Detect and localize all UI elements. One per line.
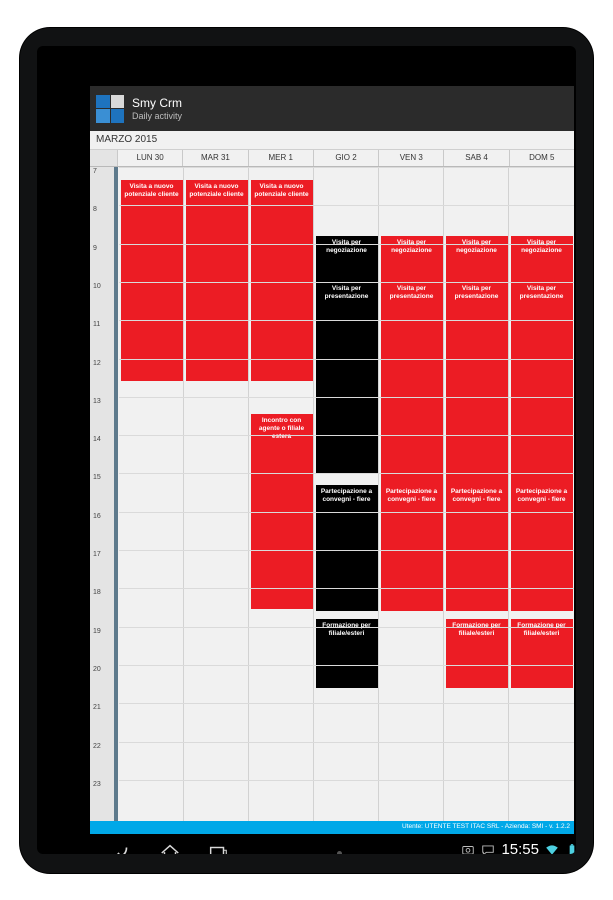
calendar-event[interactable]: Partecipazione a convegni - fiere xyxy=(511,485,573,611)
calendar-event[interactable]: Partecipazione a convegni - fiere xyxy=(381,485,443,611)
calendar-grid[interactable] xyxy=(90,167,574,821)
tablet-screen-bezel xyxy=(37,46,576,854)
day-header-0[interactable]: LUN 30 xyxy=(118,150,183,166)
calendar-event[interactable]: Partecipazione a convegni - fiere xyxy=(446,485,508,611)
hour-gridline xyxy=(119,205,574,206)
hour-gridline xyxy=(119,167,574,168)
recents-icon[interactable] xyxy=(207,842,229,854)
hour-gridline xyxy=(119,550,574,551)
calendar-event[interactable]: Incontro con agente o filiale estera xyxy=(251,414,313,609)
hour-label-11: 11 xyxy=(93,321,101,329)
status-footer xyxy=(90,821,574,834)
hour-label-8: 8 xyxy=(93,206,97,214)
calendar-event[interactable]: Visita per negoziazione xyxy=(511,236,573,282)
hour-gridline xyxy=(119,703,574,704)
hour-gridline xyxy=(119,473,574,474)
hour-label-19: 19 xyxy=(93,627,101,635)
day-header-6[interactable]: DOM 5 xyxy=(529,153,555,162)
day-header-row xyxy=(90,150,574,167)
hour-label-15: 15 xyxy=(93,474,101,482)
calendar-event[interactable]: Visita per negoziazione xyxy=(381,236,443,282)
home-icon[interactable] xyxy=(159,842,181,854)
calendar-event[interactable]: Visita per presentazione xyxy=(511,282,573,611)
app-grid-icon xyxy=(96,95,124,123)
calendar-event[interactable]: Partecipazione a convegni - fiere xyxy=(316,485,378,611)
battery-icon[interactable] xyxy=(565,843,576,855)
calendar-event[interactable]: Formazione per filiale/esteri xyxy=(511,619,573,688)
wifi-icon[interactable] xyxy=(545,843,559,855)
calendar-event[interactable]: Visita a nuovo potenziale cliente xyxy=(186,180,248,381)
hour-gridline xyxy=(119,397,574,398)
calendar-event[interactable]: Visita per presentazione xyxy=(446,282,508,611)
hour-gridline xyxy=(119,627,574,628)
calendar-event[interactable]: Visita per presentazione xyxy=(381,282,443,611)
app-subtitle: Daily activity xyxy=(132,110,183,121)
back-icon[interactable] xyxy=(110,842,132,854)
calendar-event[interactable]: Formazione per filiale/esteri xyxy=(446,619,508,688)
hour-label-20: 20 xyxy=(93,665,101,673)
hour-gridline xyxy=(119,742,574,743)
hour-gridline xyxy=(119,435,574,436)
status-icons xyxy=(461,842,576,854)
hour-label-23: 23 xyxy=(93,780,101,788)
hour-label-21: 21 xyxy=(93,704,101,712)
hour-gridline xyxy=(119,665,574,666)
hour-gutter-header xyxy=(90,150,118,166)
hour-label-9: 9 xyxy=(93,244,97,252)
month-label: MARZO 2015 xyxy=(96,134,158,145)
month-label-bar[interactable] xyxy=(90,131,574,150)
hour-gridline xyxy=(119,588,574,589)
clock-label: 15:55 xyxy=(501,841,539,854)
nav-dot-indicator xyxy=(337,851,342,854)
app-title-bar xyxy=(90,86,574,131)
hour-gridline xyxy=(119,244,574,245)
hour-label-17: 17 xyxy=(93,551,101,558)
app-title: Smy Crm xyxy=(132,95,182,110)
tablet-device xyxy=(20,28,593,873)
vertical-scroll-indicator[interactable] xyxy=(114,167,118,821)
hour-gridline xyxy=(119,320,574,321)
hour-label-18: 18 xyxy=(93,589,101,597)
calendar-event[interactable]: Visita a nuovo potenziale cliente xyxy=(251,180,313,381)
status-footer-text: Utente: UTENTE TEST ITAC SRL - Azienda: SMI - v. 1.2.2 xyxy=(402,823,570,830)
hour-label-16: 16 xyxy=(93,512,101,520)
screenshot-icon[interactable] xyxy=(461,843,475,855)
day-header-4[interactable]: VEN 3 xyxy=(379,150,444,166)
calendar-event[interactable]: Visita per negoziazione xyxy=(446,236,508,282)
hour-label-13: 13 xyxy=(93,397,101,405)
hour-label-7: 7 xyxy=(93,168,97,175)
hour-gridline xyxy=(119,512,574,513)
day-columns xyxy=(119,167,574,821)
calendar-event[interactable]: Formazione per filiale/esteri xyxy=(316,619,378,688)
hour-label-10: 10 xyxy=(93,282,101,290)
calendar-event[interactable]: Visita per presentazione xyxy=(316,282,378,474)
hour-gridline xyxy=(119,780,574,781)
hour-label-22: 22 xyxy=(93,742,101,750)
day-header-2[interactable]: MER 1 xyxy=(249,150,314,166)
calendar-event[interactable]: Visita a nuovo potenziale cliente xyxy=(121,180,183,381)
chat-icon[interactable] xyxy=(481,843,495,855)
day-header-5[interactable]: SAB 4 xyxy=(444,150,509,166)
calendar-event[interactable]: Visita per negoziazione xyxy=(316,236,378,320)
hour-gridline xyxy=(119,282,574,283)
app-title-block xyxy=(132,96,182,122)
day-header-3[interactable]: GIO 2 xyxy=(314,150,379,166)
hour-label-14: 14 xyxy=(93,436,101,444)
day-header-1[interactable]: MAR 31 xyxy=(183,150,248,166)
hour-gridline xyxy=(119,359,574,360)
app-screen xyxy=(90,86,574,834)
hour-label-12: 12 xyxy=(93,359,101,367)
android-nav-bar xyxy=(54,834,576,854)
